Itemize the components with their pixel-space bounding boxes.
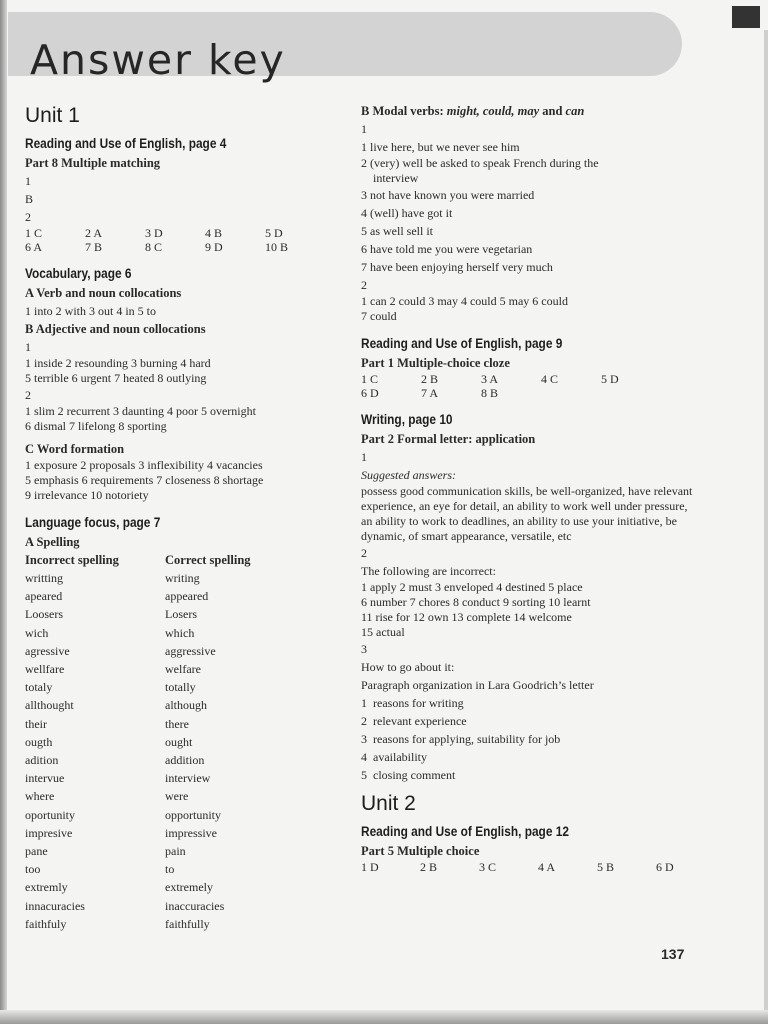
vocab-c-line: 5 emphasis 6 requirements 7 closeness 8 shortage <box>25 473 264 487</box>
answer-cell: 8 B <box>481 386 499 400</box>
spelling-correct-word: impressive <box>165 825 217 840</box>
spelling-incorrect-word: wich <box>25 625 49 640</box>
modal-line: interview <box>361 171 419 185</box>
incorrect-label: The following are incorrect: <box>361 564 496 578</box>
modal-verbs-title <box>361 102 697 120</box>
spelling-correct-word: aggressive <box>165 643 216 658</box>
answer-cell: 2 B <box>421 372 439 386</box>
modal-line: 7 have been enjoying herself very much <box>361 260 553 274</box>
writing-page10-heading: Writing, page 10 <box>361 412 453 427</box>
writing-ex2-number: 2 <box>361 546 367 560</box>
spelling-incorrect-word: where <box>25 789 55 804</box>
modal-title-italic: might, could, may <box>446 104 540 118</box>
modal-line: 4 (well) have got it <box>361 206 453 220</box>
vocab-c-line: 1 exposure 2 proposals 3 inflexibility 4 vacancies <box>25 458 263 472</box>
correct-spelling-header: Correct spelling <box>165 553 251 567</box>
answer-cell: 3 C <box>479 860 497 874</box>
spelling-incorrect-word: allthought <box>25 698 74 713</box>
spelling-incorrect-word: ougth <box>25 734 53 749</box>
answer-cell: 6 D <box>656 860 674 874</box>
spelling-incorrect-word: totaly <box>25 680 53 695</box>
modal-title-and: and <box>539 104 566 118</box>
language-focus-page7-heading: Language focus, page 7 <box>25 515 161 530</box>
answer-cell: 4 A <box>538 860 556 874</box>
vocab-b-ex1-line: 1 inside 2 resounding 3 burning 4 hard <box>25 356 211 370</box>
answer-cell: 3 D <box>145 226 163 240</box>
part2-title: Part 2 Formal letter: application <box>361 432 536 446</box>
modal-line: 2 (very) well be asked to speak French during the <box>361 156 599 170</box>
spelling-correct-word: addition <box>165 753 205 768</box>
writing-ex3-number: 3 <box>361 642 367 656</box>
vocab-b-ex2-line: 1 slim 2 recurrent 3 daunting 4 poor 5 overnight <box>25 404 256 418</box>
modal-line: 5 as well sell it <box>361 224 433 238</box>
part1-answer-grid <box>361 372 697 400</box>
spelling-correct-word: inaccuracies <box>165 898 225 913</box>
unit-2-title: Unit 2 <box>361 792 416 815</box>
part8-ex1-answer: B <box>25 192 34 206</box>
modal-ex2-line: 1 can 2 could 3 may 4 could 5 may 6 could <box>361 294 568 308</box>
part5-title: Part 5 Multiple choice <box>361 844 480 858</box>
scan-left-edge <box>0 0 7 1024</box>
spelling-incorrect-word: intervue <box>25 771 65 786</box>
modal-line: 6 have told me you were vegetarian <box>361 242 533 256</box>
vocab-c-title: C Word formation <box>25 442 125 456</box>
scan-right-edge <box>764 30 768 1020</box>
answer-cell: 4 C <box>541 372 559 386</box>
paragraph-item: 5 closing comment <box>361 768 456 782</box>
part8-answer-grid <box>25 226 355 254</box>
spelling-correct-word: to <box>165 862 175 877</box>
modal-line: 3 not have known you were married <box>361 188 535 202</box>
part8-ex1-number: 1 <box>25 174 31 188</box>
answer-cell: 6 A <box>25 240 43 254</box>
incorrect-line: 15 actual <box>361 625 405 639</box>
spelling-incorrect-word: agressive <box>25 643 70 658</box>
part8-ex2-number: 2 <box>25 210 31 224</box>
spelling-correct-word: were <box>165 789 189 804</box>
vocab-b-ex1-line: 5 terrible 6 urgent 7 heated 8 outlying <box>25 371 207 385</box>
spelling-incorrect-word: Loosers <box>25 607 63 622</box>
answer-cell: 2 B <box>420 860 438 874</box>
how-to-label: How to go about it: <box>361 660 455 674</box>
paragraph-item: 2 relevant experience <box>361 714 467 728</box>
spelling-incorrect-word: oportunity <box>25 807 75 822</box>
spelling-correct-word: which <box>165 625 195 640</box>
suggested-answers-text: possess good communication skills, be well-organized, have relevant experience, an eye for detail, an ability to work well under pressure, an ability to work to deadlines, an ability to use your initiative, be dynamic, of smart appearance, versatile, etc <box>361 484 693 543</box>
paragraph-item: 4 availability <box>361 750 427 764</box>
answer-cell: 7 B <box>85 240 103 254</box>
spelling-correct-word: welfare <box>165 662 201 677</box>
paragraph-item: 1 reasons for writing <box>361 696 464 710</box>
spelling-incorrect-word: faithfuly <box>25 916 67 931</box>
spelling-incorrect-word: impresive <box>25 825 73 840</box>
modal-ex1-number: 1 <box>361 122 367 136</box>
writing-ex1-number: 1 <box>361 450 367 464</box>
answer-cell: 5 D <box>601 372 619 386</box>
spelling-correct-word: faithfully <box>165 916 210 931</box>
answer-cell: 6 D <box>361 386 379 400</box>
spelling-incorrect-word: extremly <box>25 880 68 895</box>
page-title: Answer key <box>30 36 286 84</box>
spelling-incorrect-word: their <box>25 716 47 731</box>
incorrect-spelling-header: Incorrect spelling <box>25 553 119 567</box>
paragraph-item: 3 reasons for applying, suitability for job <box>361 732 561 746</box>
spelling-correct-word: writing <box>165 571 200 585</box>
left-column <box>25 102 355 933</box>
right-column <box>361 102 697 874</box>
spelling-correct-word: interview <box>165 771 211 786</box>
suggested-answers-label: Suggested answers: <box>361 468 456 482</box>
answer-cell: 7 A <box>421 386 439 400</box>
answer-cell: 10 B <box>265 240 289 254</box>
spelling-incorrect-word: too <box>25 862 41 877</box>
vocab-c-line: 9 irrelevance 10 notoriety <box>25 488 149 502</box>
vocab-b-ex2-number: 2 <box>25 388 31 402</box>
vocabulary-page6-heading: Vocabulary, page 6 <box>25 266 132 281</box>
modal-ex2-number: 2 <box>361 278 367 292</box>
vocab-b-ex2-line: 6 dismal 7 lifelong 8 sporting <box>25 419 167 433</box>
answer-cell: 2 A <box>85 226 103 240</box>
reading-page9-heading: Reading and Use of English, page 9 <box>361 336 563 351</box>
scan-bottom-edge <box>0 1010 768 1024</box>
answer-cell: 1 C <box>25 226 43 240</box>
page-number: 137 <box>661 946 685 962</box>
spelling-correct-word: extremely <box>165 880 213 895</box>
spelling-correct-word: Losers <box>165 607 197 622</box>
answer-cell: 9 D <box>205 240 223 254</box>
spelling-correct-word: opportunity <box>165 807 221 822</box>
spelling-incorrect-word: innacuracies <box>25 898 85 913</box>
spelling-table <box>25 551 355 933</box>
incorrect-line: 11 rise for 12 own 13 complete 14 welcome <box>361 610 572 624</box>
incorrect-line: 1 apply 2 must 3 enveloped 4 destined 5 place <box>361 580 583 594</box>
spelling-incorrect-word: writting <box>25 571 63 585</box>
modal-title-can: can <box>565 104 585 118</box>
answer-cell: 5 D <box>265 226 283 240</box>
title-banner <box>8 12 682 84</box>
modal-ex2-line: 7 could <box>361 309 397 323</box>
modal-title-prefix: B Modal verbs: <box>361 104 447 118</box>
unit-1-title: Unit 1 <box>25 104 80 127</box>
vocab-a-title: A Verb and noun collocations <box>25 286 182 300</box>
vocab-a-answers: 1 into 2 with 3 out 4 in 5 to <box>25 304 157 318</box>
spelling-correct-word: totally <box>165 680 196 695</box>
spelling-incorrect-word: adition <box>25 753 59 768</box>
reading-page4-heading: Reading and Use of English, page 4 <box>25 136 227 151</box>
answer-cell: 8 C <box>145 240 163 254</box>
answer-cell: 1 C <box>361 372 379 386</box>
corner-tab-mark <box>732 6 760 28</box>
part5-answer-grid <box>361 860 697 874</box>
reading-page12-heading: Reading and Use of English, page 12 <box>361 824 569 839</box>
paragraph-organization-label: Paragraph organization in Lara Goodrich’s letter <box>361 678 594 692</box>
spelling-incorrect-word: apeared <box>25 589 63 604</box>
spelling-correct-word: pain <box>165 844 186 859</box>
answer-cell: 1 D <box>361 860 379 874</box>
part1-title: Part 1 Multiple-choice cloze <box>361 356 510 370</box>
part8-title: Part 8 Multiple matching <box>25 156 161 170</box>
spelling-title: A Spelling <box>25 535 80 549</box>
answer-cell: 3 A <box>481 372 499 386</box>
incorrect-line: 6 number 7 chores 8 conduct 9 sorting 10 learnt <box>361 595 591 609</box>
vocab-b-ex1-number: 1 <box>25 340 31 354</box>
modal-line: 1 live here, but we never see him <box>361 140 520 154</box>
answer-cell: 5 B <box>597 860 615 874</box>
spelling-correct-word: although <box>165 698 207 713</box>
answer-cell: 4 B <box>205 226 223 240</box>
spelling-correct-word: ought <box>165 734 193 749</box>
spelling-incorrect-word: wellfare <box>25 662 65 677</box>
spelling-incorrect-word: pane <box>25 844 48 859</box>
spelling-correct-word: there <box>165 716 189 731</box>
vocab-b-title: B Adjective and noun collocations <box>25 322 206 336</box>
spelling-correct-word: appeared <box>165 589 209 604</box>
